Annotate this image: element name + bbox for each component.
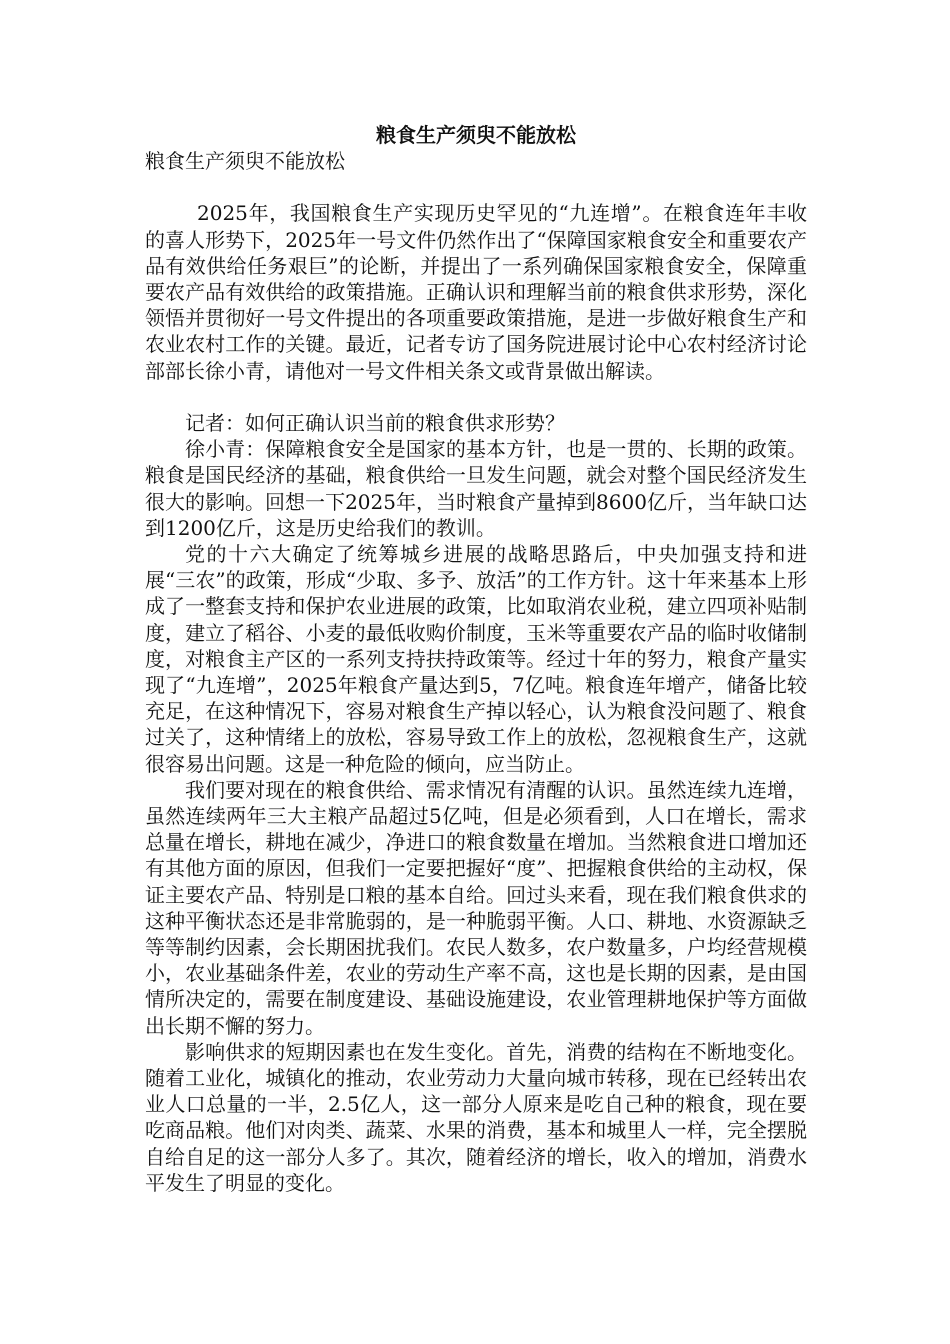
document-body <box>145 122 807 1196</box>
blank-line <box>145 384 807 410</box>
body-paragraph: 党的十六大确定了统筹城乡进展的战略思路后，中央加强支持和进展“三农”的政策，形成“少取、多予、放活”的工作方针。这十年来基本上形成了一整套支持和保护农业进展的政策，比如取消农业税，建立四项补贴制度，建立了稻谷、小麦的最低收购价制度，玉米等重要农产品的临时收储制度，对粮食主产区的一系列支持扶持政策等。经过十年的努力，粮食产量实现了“九连增”，2025年粮食产量达到5，7亿吨。粮食连年增产，储备比较充足，在这种情况下，容易对粮食生产掉以轻心，认为粮食没问题了、粮食过关了，这种情绪上的放松，容易导致工作上的放松，忽视粮食生产，这就很容易出问题。这是一种危险的倾向，应当防止。 <box>145 542 807 776</box>
document-subtitle: 粮食生产须臾不能放松 <box>145 149 345 173</box>
body-paragraph: 影响供求的短期因素也在发生变化。首先，消费的结构在不断地变化。随着工业化，城镇化的推动，农业劳动力大量向城市转移，现在已经转出农业人口总量的一半，2.5亿人，这一部分人原来是吃自己种的粮食，现在要吃商品粮。他们对肉类、蔬菜、水果的消费，基本和城里人一样，完全摆脱自给自足的这一部分人多了。其次，随着经济的增长，收入的增加，消费水平发生了明显的变化。 <box>145 1039 807 1195</box>
blank-line <box>145 174 807 200</box>
body-paragraph: 我们要对现在的粮食供给、需求情况有清醒的认识。虽然连续九连增，虽然连续两年三大主粮产品超过5亿吨，但是必须看到，人口在增长，需求总量在增长，耕地在减少，净进口的粮食数量在增加。当然粮食进口增加还有其他方面的原因，但我们一定要把握好“度”、把握粮食供给的主动权，保证主要农产品、特别是口粮的基本自给。回过头来看，现在我们粮食供求的这种平衡状态还是非常脆弱的，是一种脆弱平衡。人口、耕地、水资源缺乏等等制约因素，会长期困扰我们。农民人数多，农户数量多，户均经营规模小，农业基础条件差，农业的劳动生产率不高，这也是长期的因素，是由国情所决定的，需要在制度建设、基础设施建设，农业管理耕地保护等方面做出长期不懈的努力。 <box>145 777 807 1038</box>
answer-paragraph: 徐小青：保障粮食安全是国家的基本方针，也是一贯的、长期的政策。粮食是国民经济的基础，粮食供给一旦发生问题，就会对整个国民经济发生很大的影响。回想一下2025年，当时粮食产量掉到8600亿斤，当年缺口达到1200亿斤，这是历史给我们的教训。 <box>145 437 807 540</box>
question-paragraph: 记者：如何正确认识当前的粮食供求形势？ <box>185 411 565 435</box>
document-title: 粮食生产须臾不能放松 <box>376 123 576 147</box>
intro-paragraph: 2025年，我国粮食生产实现历史罕见的“九连增”。在粮食连年丰收的喜人形势下，2025年一号文件仍然作出了“保障国家粮食安全和重要农产品有效供给任务艰巨”的论断，并提出了一系列确保国家粮食安全，保障重要农产品有效供给的政策措施。正确认识和理解当前的粮食供求形势，深化领悟并贯彻好一号文件提出的各项重要政策措施，是进一步做好粮食生产和农业农村工作的关键。最近，记者专访了国务院进展讨论中心农村经济讨论部部长徐小青，请他对一号文件相关条文或背景做出解读。 <box>145 201 807 383</box>
